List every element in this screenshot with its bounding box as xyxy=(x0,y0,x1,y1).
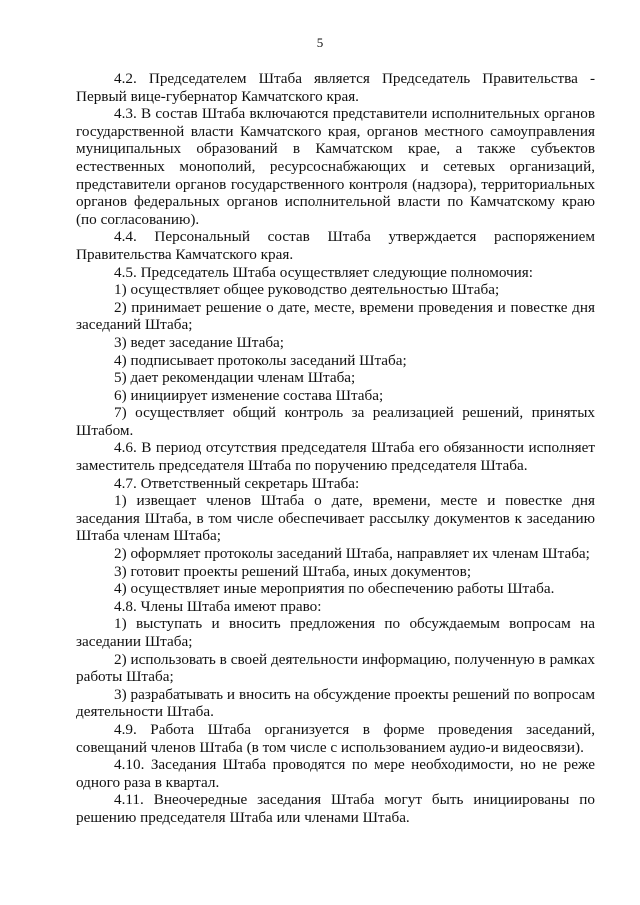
list-item-4-7-1: 1) извещает членов Штаба о дате, времени, месте и повестке дня заседания Штаба, в том числе обеспечивает рассылку документов к заседанию Штаба членам Штаба; xyxy=(76,492,595,545)
list-item-4-5-3: 3) ведет заседание Штаба; xyxy=(114,333,285,351)
list-item-4-5-2: 2) принимает решение о дате, месте, времени проведения и повестке дня заседаний Штаба; xyxy=(76,298,595,334)
paragraph-4-7: 4.7. Ответственный секретарь Штаба: xyxy=(114,474,360,492)
list-item-4-7-2: 2) оформляет протоколы заседаний Штаба, направляет их членам Штаба; xyxy=(114,545,590,563)
list-item-4-5-1: 1) осуществляет общее руководство деятельностью Штаба; xyxy=(114,281,500,299)
paragraph-4-4: 4.4. Персональный состав Штаба утверждается распоряжением Правительства Камчатского края. xyxy=(76,228,595,263)
paragraph-4-5: 4.5. Председатель Штаба осуществляет следующие полномочия: xyxy=(114,263,533,281)
paragraph-4-11: 4.11. Внеочередные заседания Штаба могут быть инициированы по решению председателя Штаба или членами Штаба. xyxy=(76,791,595,826)
list-item-4-5-5: 5) дает рекомендации членам Штаба; xyxy=(114,369,356,387)
list-item-4-7-3: 3) готовит проекты решений Штаба, иных документов; xyxy=(114,562,472,580)
paragraph-4-9: 4.9. Работа Штаба организуется в форме проведения заседаний, совещаний членов Штаба (в том числе с использованием аудио-и видеосвязи). xyxy=(76,720,595,756)
paragraph-4-3: 4.3. В состав Штаба включаются представители исполнительных органов государственной власти Камчатского края, органов местного самоуправления муниципальных образований в Камчатском крае, а также субъектов естественных монополий, ресурсоснабжающих и сетевых организаций, представители органов государственного контроля (надзора), территориальных органов федеральных органов исполнительной власти по Камчатскому краю (по согласованию). xyxy=(76,105,595,228)
list-item-4-8-2: 2) использовать в своей деятельности информацию, полученную в рамках работы Штаба; xyxy=(76,650,595,686)
list-item-4-7-4: 4) осуществляет иные мероприятия по обеспечению работы Штаба. xyxy=(114,580,555,598)
document-body xyxy=(76,70,595,827)
list-item-4-8-3: 3) разрабатывать и вносить на обсуждение проекты решений по вопросам деятельности Штаба. xyxy=(76,685,595,721)
list-item-4-5-4: 4) подписывает протоколы заседаний Штаба; xyxy=(114,351,407,369)
list-item-4-8-1: 1) выступать и вносить предложения по обсуждаемым вопросам на заседании Штаба; xyxy=(76,615,595,650)
paragraph-4-8: 4.8. Члены Штаба имеют право: xyxy=(114,597,322,615)
page-number: 5 xyxy=(316,35,324,50)
list-item-4-5-6: 6) инициирует изменение состава Штаба; xyxy=(114,386,384,404)
paragraph-4-6: 4.6. В период отсутствия председателя Штаба его обязанности исполняет заместитель председателя Штаба по поручению председателя Штаба. xyxy=(76,439,595,475)
paragraph-4-2: 4.2. Председателем Штаба является Председатель Правительства - Первый вице-губернатор Камчатского края. xyxy=(76,70,595,105)
list-item-4-5-7: 7) осуществляет общий контроль за реализацией решений, принятых Штабом. xyxy=(76,404,595,439)
paragraph-4-10: 4.10. Заседания Штаба проводятся по мере необходимости, но не реже одного раза в квартал. xyxy=(76,756,595,791)
